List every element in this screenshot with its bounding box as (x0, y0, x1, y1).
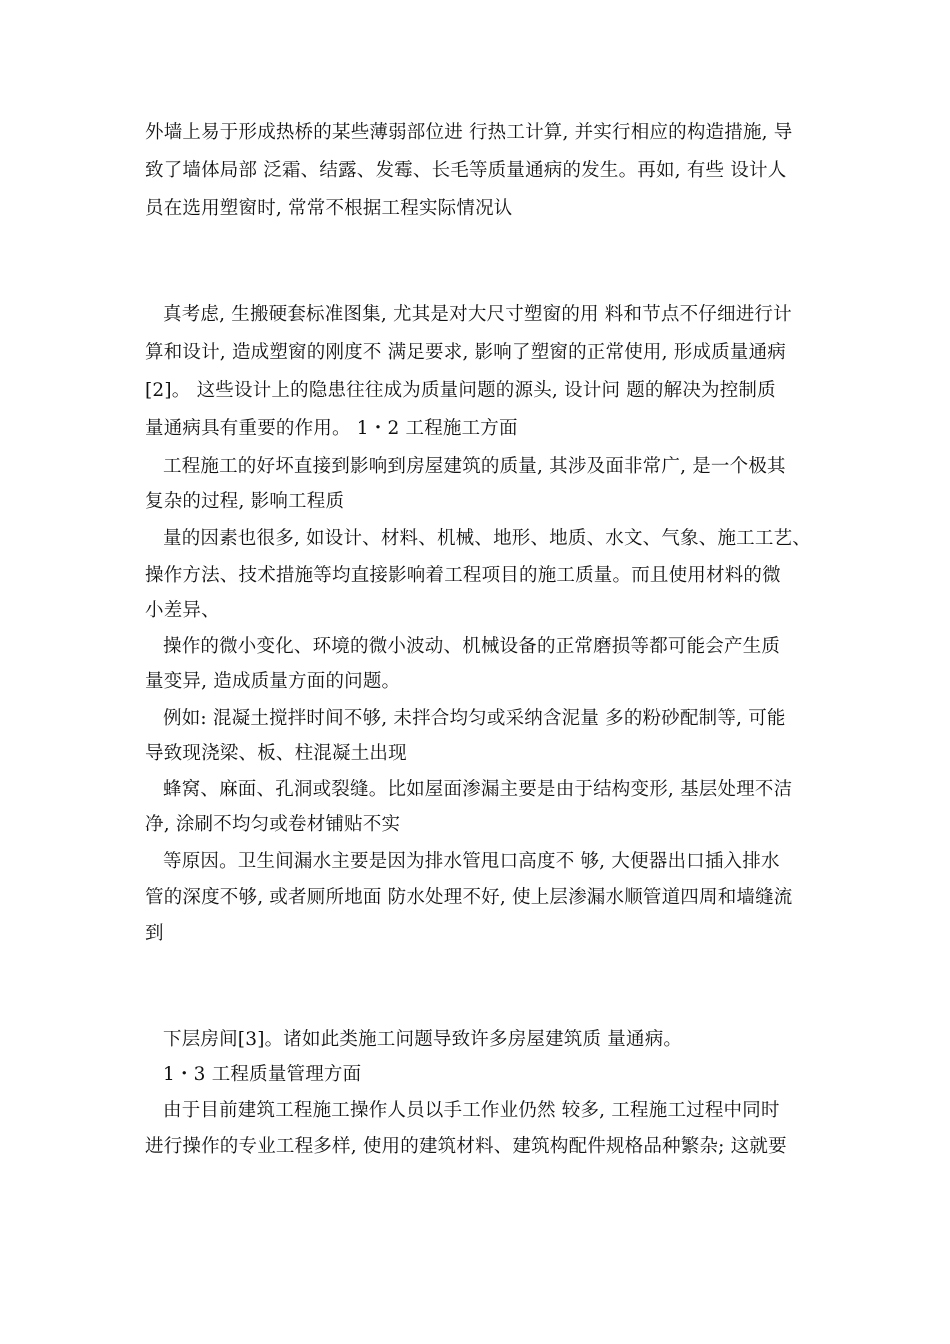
text-line: 复杂的过程, 影响工程质 (145, 491, 345, 512)
text-line: [2]。 这些设计上的隐患往往成为质量问题的源头, 设计问 题的解决为控制质 (145, 380, 776, 401)
text-line: 进行操作的专业工程多样, 使用的建筑材料、建筑构配件规格品种繁杂; 这就要 (145, 1136, 787, 1157)
text-line: 操作的微小变化、环境的微小波动、机械设备的正常磨损等都可能会产生质 (163, 636, 781, 657)
section-heading: 1・3 工程质量管理方面 (163, 1064, 362, 1085)
text-line: 致了墙体局部 泛霜、结露、发霉、长毛等质量通病的发生。再如, 有些 设计人 (145, 160, 787, 181)
text-line: 等原因。卫生间漏水主要是因为排水管甩口高度不 够, 大便器出口插入排水 (163, 851, 780, 872)
text-line: 真考虑, 生搬硬套标准图集, 尤其是对大尺寸塑窗的用 料和节点不仔细进行计 (163, 304, 792, 325)
text-line: 量通病具有重要的作用。 1・2 工程施工方面 (145, 418, 518, 439)
text-line: 员在选用塑窗时, 常常不根据工程实际情况认 (145, 198, 513, 219)
text-line: 下层房间[3]。诸如此类施工问题导致许多房屋建筑质 量通病。 (163, 1029, 683, 1050)
text-line: 蜂窝、麻面、孔洞或裂缝。比如屋面渗漏主要是由于结构变形, 基层处理不洁 (163, 779, 793, 800)
text-line: 工程施工的好坏直接到影响到房屋建筑的质量, 其涉及面非常广, 是一个极其 (163, 456, 786, 477)
text-line: 量的因素也很多, 如设计、材料、机械、地形、地质、水文、气象、施工工艺、 (163, 528, 811, 549)
text-line: 到 (145, 923, 164, 944)
text-line: 例如: 混凝土搅拌时间不够, 未拌合均匀或采纳含泥量 多的粉砂配制等, 可能 (163, 708, 786, 729)
text-line: 由于目前建筑工程施工操作人员以手工作业仍然 较多, 工程施工过程中同时 (163, 1100, 780, 1121)
text-line: 外墙上易于形成热桥的某些薄弱部位进 行热工计算, 并实行相应的构造措施, 导 (145, 122, 793, 143)
text-line: 小差异、 (145, 600, 220, 621)
text-line: 管的深度不够, 或者厕所地面 防水处理不好, 使上层渗漏水顺管道四周和墙缝流 (145, 887, 793, 908)
text-line: 量变异, 造成质量方面的问题。 (145, 671, 401, 692)
text-line: 净, 涂刷不均匀或卷材铺贴不实 (145, 814, 401, 835)
text-line: 导致现浇梁、板、柱混凝土出现 (145, 743, 407, 764)
text-line: 算和设计, 造成塑窗的刚度不 满足要求, 影响了塑窗的正常使用, 形成质量通病 (145, 342, 786, 363)
text-line: 操作方法、技术措施等均直接影响着工程项目的施工质量。而且使用材料的微 (145, 565, 781, 586)
